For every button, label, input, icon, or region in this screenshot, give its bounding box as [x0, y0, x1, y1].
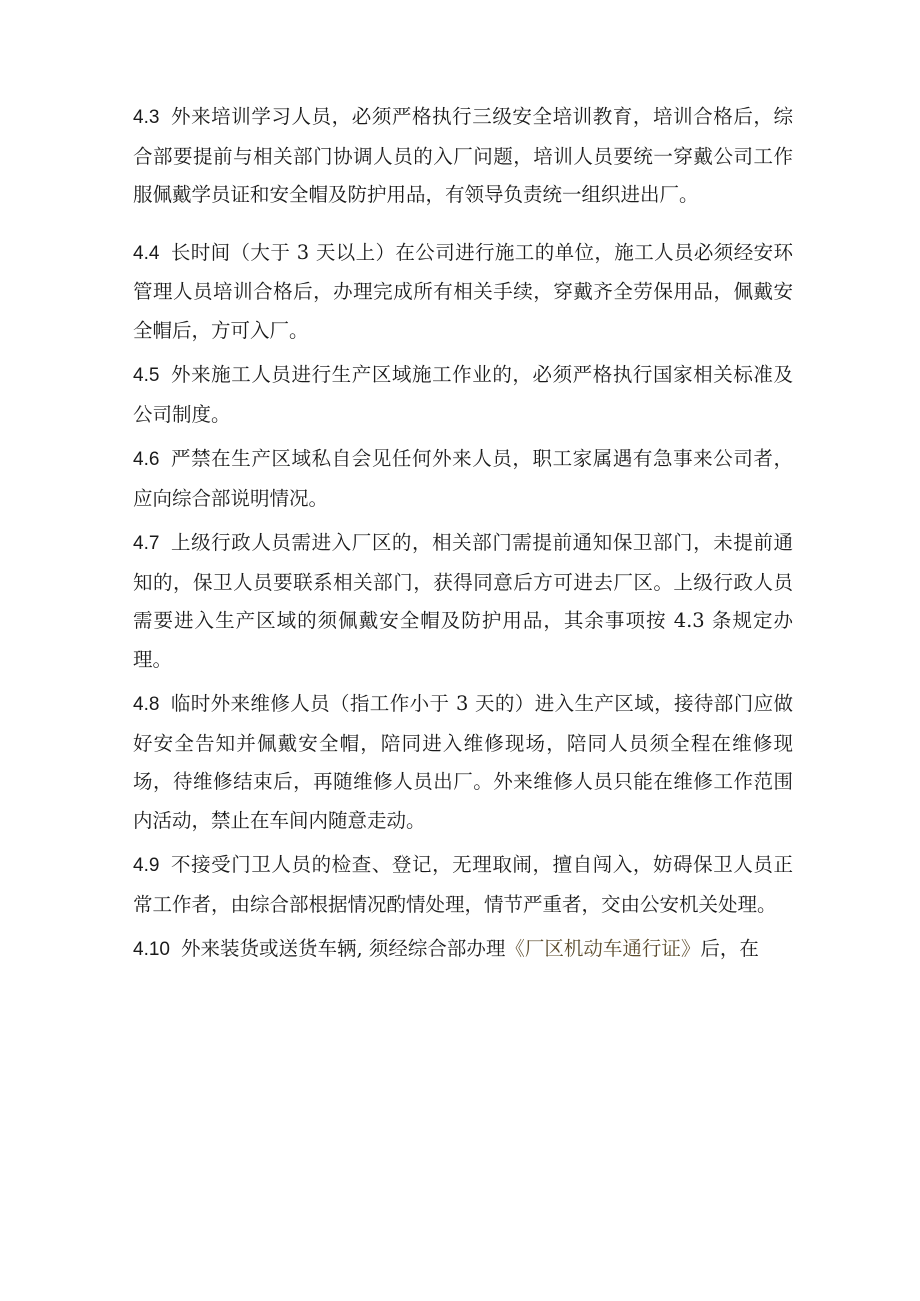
- section-4-9: [133, 846, 793, 924]
- section-text: 临时外来维修人员（指工作小于 3 天的）进入生产区域，接待部门应做好安全告知并佩戴安全帽，陪同进入维修现场，陪同人员须全程在维修现场，待维修结束后，再随维修人员出厂。外来维修人员只能在维修工作范围内活动，禁止在车间内随意走动。: [133, 692, 793, 832]
- section-text: 不接受门卫人员的检查、登记，无理取闹，擅自闯入，妨碍保卫人员正常工作者，由综合部根据情况酌情处理，情节严重者，交由公安机关处理。: [133, 853, 793, 916]
- section-text: 严禁在生产区域私自会见任何外来人员，职工家属遇有急事来公司者，应向综合部说明情况。: [133, 447, 793, 510]
- section-number: 4.4: [133, 242, 160, 264]
- section-number: 4.8: [133, 694, 160, 715]
- section-4-3: [133, 98, 793, 215]
- section-text: 上级行政人员需进入厂区的，相关部门需提前通知保卫部门，未提前通知的，保卫人员要联系相关部门，获得同意后方可进去厂区。上级行政人员需要进入生产区域的须佩戴安全帽及防护用品，其余事项按 4.3 条规定办理。: [133, 531, 793, 671]
- permit-document-title: 《厂区机动车通行证》: [505, 937, 701, 960]
- section-number: 4.6: [133, 449, 160, 470]
- section-text-continued: 后，在: [700, 937, 759, 960]
- section-number: 4.7: [133, 533, 160, 554]
- document-page: [133, 98, 793, 970]
- section-4-10: [133, 930, 793, 970]
- section-4-8: [133, 685, 793, 840]
- section-4-5: [133, 356, 793, 434]
- section-text: 外来培训学习人员，必须严格执行三级安全培训教育，培训合格后，综合部要提前与相关部门协调人员的入厂问题，培训人员要统一穿戴公司工作服佩戴学员证和安全帽及防护用品，有领导负责统一组织进出厂。: [133, 105, 793, 206]
- section-number: 4.10: [133, 939, 170, 960]
- section-text: 长时间（大于 3 天以上）在公司进行施工的单位，施工人员必须经安环管理人员培训合格后，办理完成所有相关手续，穿戴齐全劳保用品，佩戴安全帽后，方可入厂。: [133, 240, 793, 342]
- section-number: 4.3: [133, 107, 160, 128]
- section-4-6: [133, 440, 793, 518]
- section-text: 外来施工人员进行生产区域施工作业的，必须严格执行国家相关标准及公司制度。: [133, 363, 793, 426]
- section-4-7: [133, 524, 793, 679]
- section-number: 4.9: [133, 855, 160, 876]
- section-text: 外来装货或送货车辆, 须经综合部办理: [180, 937, 506, 960]
- section-number: 4.5: [133, 365, 160, 386]
- section-4-4: [133, 234, 793, 351]
